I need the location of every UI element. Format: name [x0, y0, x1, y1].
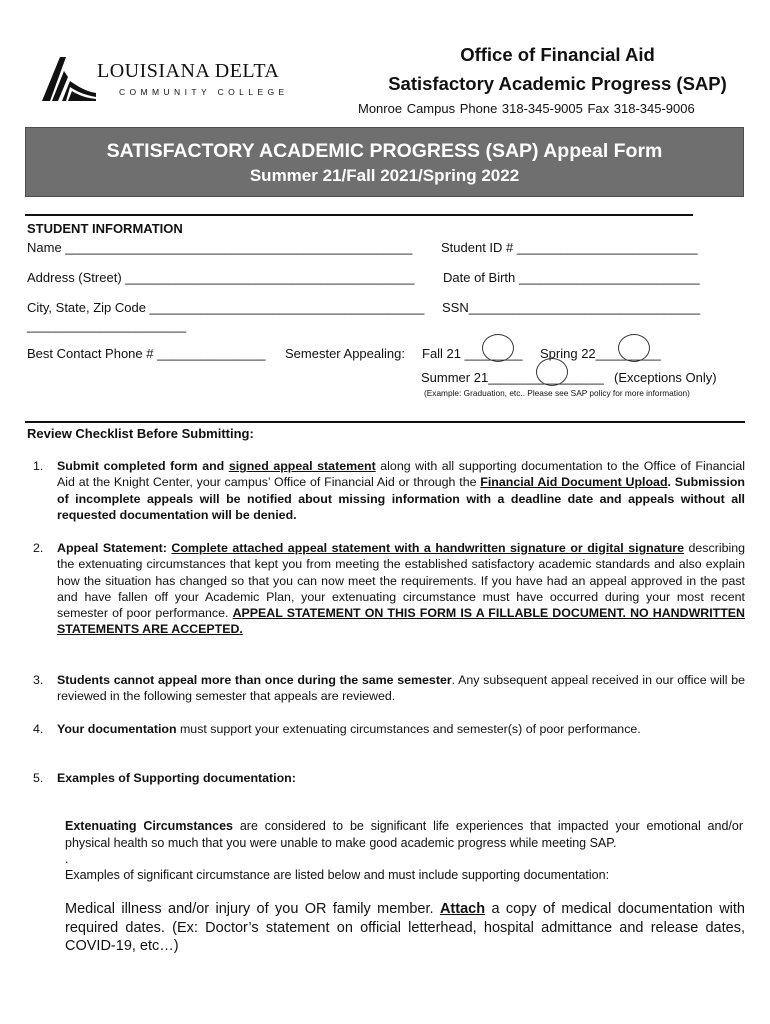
best-phone-field[interactable]: Best Contact Phone # _______________	[27, 346, 266, 361]
address-field[interactable]: Address (Street) ________________________________________	[27, 270, 415, 285]
item-number: 1.	[33, 459, 44, 473]
fall-21-radio-icon[interactable]	[482, 334, 514, 362]
item-bold-underline: APPEAL STATEMENT ON THIS FORM IS A FILLABLE DOCUMENT. NO HANDWRITTEN STATEMENTS ARE ACCEPTED.	[57, 606, 746, 637]
item-bold: Submit completed form and	[57, 459, 229, 473]
item-number: 2.	[33, 541, 44, 555]
summer-21-radio-icon[interactable]	[536, 358, 568, 386]
spring-22-radio-icon[interactable]	[618, 334, 650, 362]
divider	[25, 421, 745, 423]
item-text: along with all supporting documentation to the Office of Financial Aid at the Knight Center, your campus’ Office of Financial Aid or through the	[57, 459, 745, 490]
examples-line: Examples of significant circumstance are listed below and must include supporting documentation:	[65, 868, 610, 882]
fall-21-option[interactable]: Fall 21 ________	[422, 346, 523, 361]
name-field[interactable]: Name ________________________________________________	[27, 240, 413, 255]
logo-subtitle: COMMUNITY COLLEGE	[119, 87, 289, 97]
medical-text: a copy of medical documentation with required dates. (Ex: Doctor’s statement on official letterhead, hospital admittance and release dates, COVID-19, etc…)	[65, 901, 745, 954]
item-bold: . Submission of incomplete appeals will be notified about missing information with a deadline date and appeals without all requested documentation will be denied.	[57, 475, 745, 522]
city-state-zip-continued[interactable]: ______________________	[27, 318, 187, 333]
city-state-zip-field[interactable]: City, State, Zip Code ______________________________________	[27, 300, 425, 315]
example-note: (Example: Graduation, etc.. Please see SAP policy for more information)	[424, 388, 690, 398]
item-bold-underline: signed appeal statement	[228, 459, 376, 473]
item-number: 4.	[33, 722, 44, 736]
contact-info: Monroe Campus Phone 318-345-9005 Fax 318-345-9006	[358, 101, 695, 116]
checklist-heading: Review Checklist Before Submitting:	[27, 426, 254, 441]
item-bold: Appeal Statement:	[57, 541, 172, 555]
summer-21-option[interactable]: Summer 21________________	[421, 370, 604, 385]
checklist-item-5	[33, 770, 745, 786]
item-bold-underline: Complete attached appeal statement with a handwritten signature or digital signature	[171, 541, 685, 555]
item-text: describing the extenuating circumstances that kept you from meeting the established satisfactory academic standards and also explain how the situation has changed so that you can now meet the requirements. If you have had an appeal approved in the past and have fallen off your Academic Plan, your extenuating circumstance must have occurred during your most recent semester of poor performance.	[57, 541, 746, 621]
item-text: . Any subsequent appeal received in our office will be reviewed in the following semester that appeals are reviewed.	[57, 673, 746, 704]
spring-22-option[interactable]: Spring 22_________	[540, 346, 661, 361]
medical-text: Medical illness and/or injury of you OR family member.	[65, 901, 440, 917]
semester-appealing-label: Semester Appealing:	[285, 346, 405, 361]
student-id-field[interactable]: Student ID # _________________________	[441, 240, 698, 255]
extenuating-text: are considered to be significant life experiences that impacted your emotional and/or physical health so much that you were unable to make good academic progress while meeting SAP.	[65, 819, 743, 850]
item-bold: Your documentation	[57, 722, 177, 736]
college-logo	[40, 55, 100, 103]
item-text: must support your extenuating circumstances and semester(s) of poor performance.	[176, 722, 641, 736]
logo-name: LOUISIANA DELTA	[97, 60, 280, 82]
ssn-field[interactable]: SSN________________________________	[442, 300, 701, 315]
attach-word: Attach	[439, 901, 486, 917]
medical-paragraph	[65, 900, 745, 956]
item-number: 3.	[33, 673, 44, 687]
checklist-item-2	[33, 540, 745, 638]
stray-dot: .	[65, 852, 69, 866]
item-bold: Examples of Supporting documentation:	[57, 771, 296, 785]
extenuating-paragraph	[65, 818, 743, 851]
form-title-banner	[25, 127, 744, 197]
checklist-item-4	[33, 721, 745, 737]
student-info-heading: STUDENT INFORMATION	[27, 221, 183, 236]
office-title: Office of Financial Aid	[460, 44, 655, 65]
dob-field[interactable]: Date of Birth _________________________	[443, 270, 700, 285]
form-title: SATISFACTORY ACADEMIC PROGRESS (SAP) Appeal Form	[106, 140, 663, 162]
checklist-item-1	[33, 458, 745, 523]
item-bold: Students cannot appeal more than once during the same semester	[57, 673, 452, 687]
exceptions-note: (Exceptions Only)	[614, 370, 717, 385]
delta-logo-icon	[40, 55, 100, 103]
form-subtitle: Summer 21/Fall 2021/Spring 2022	[249, 166, 520, 185]
extenuating-bold: Extenuating Circumstances	[65, 819, 233, 833]
divider	[25, 214, 693, 216]
item-number: 5.	[33, 771, 44, 785]
checklist-item-3	[33, 672, 745, 705]
sap-title: Satisfactory Academic Progress (SAP)	[388, 73, 727, 94]
document-upload-link[interactable]: Financial Aid Document Upload	[480, 475, 668, 490]
